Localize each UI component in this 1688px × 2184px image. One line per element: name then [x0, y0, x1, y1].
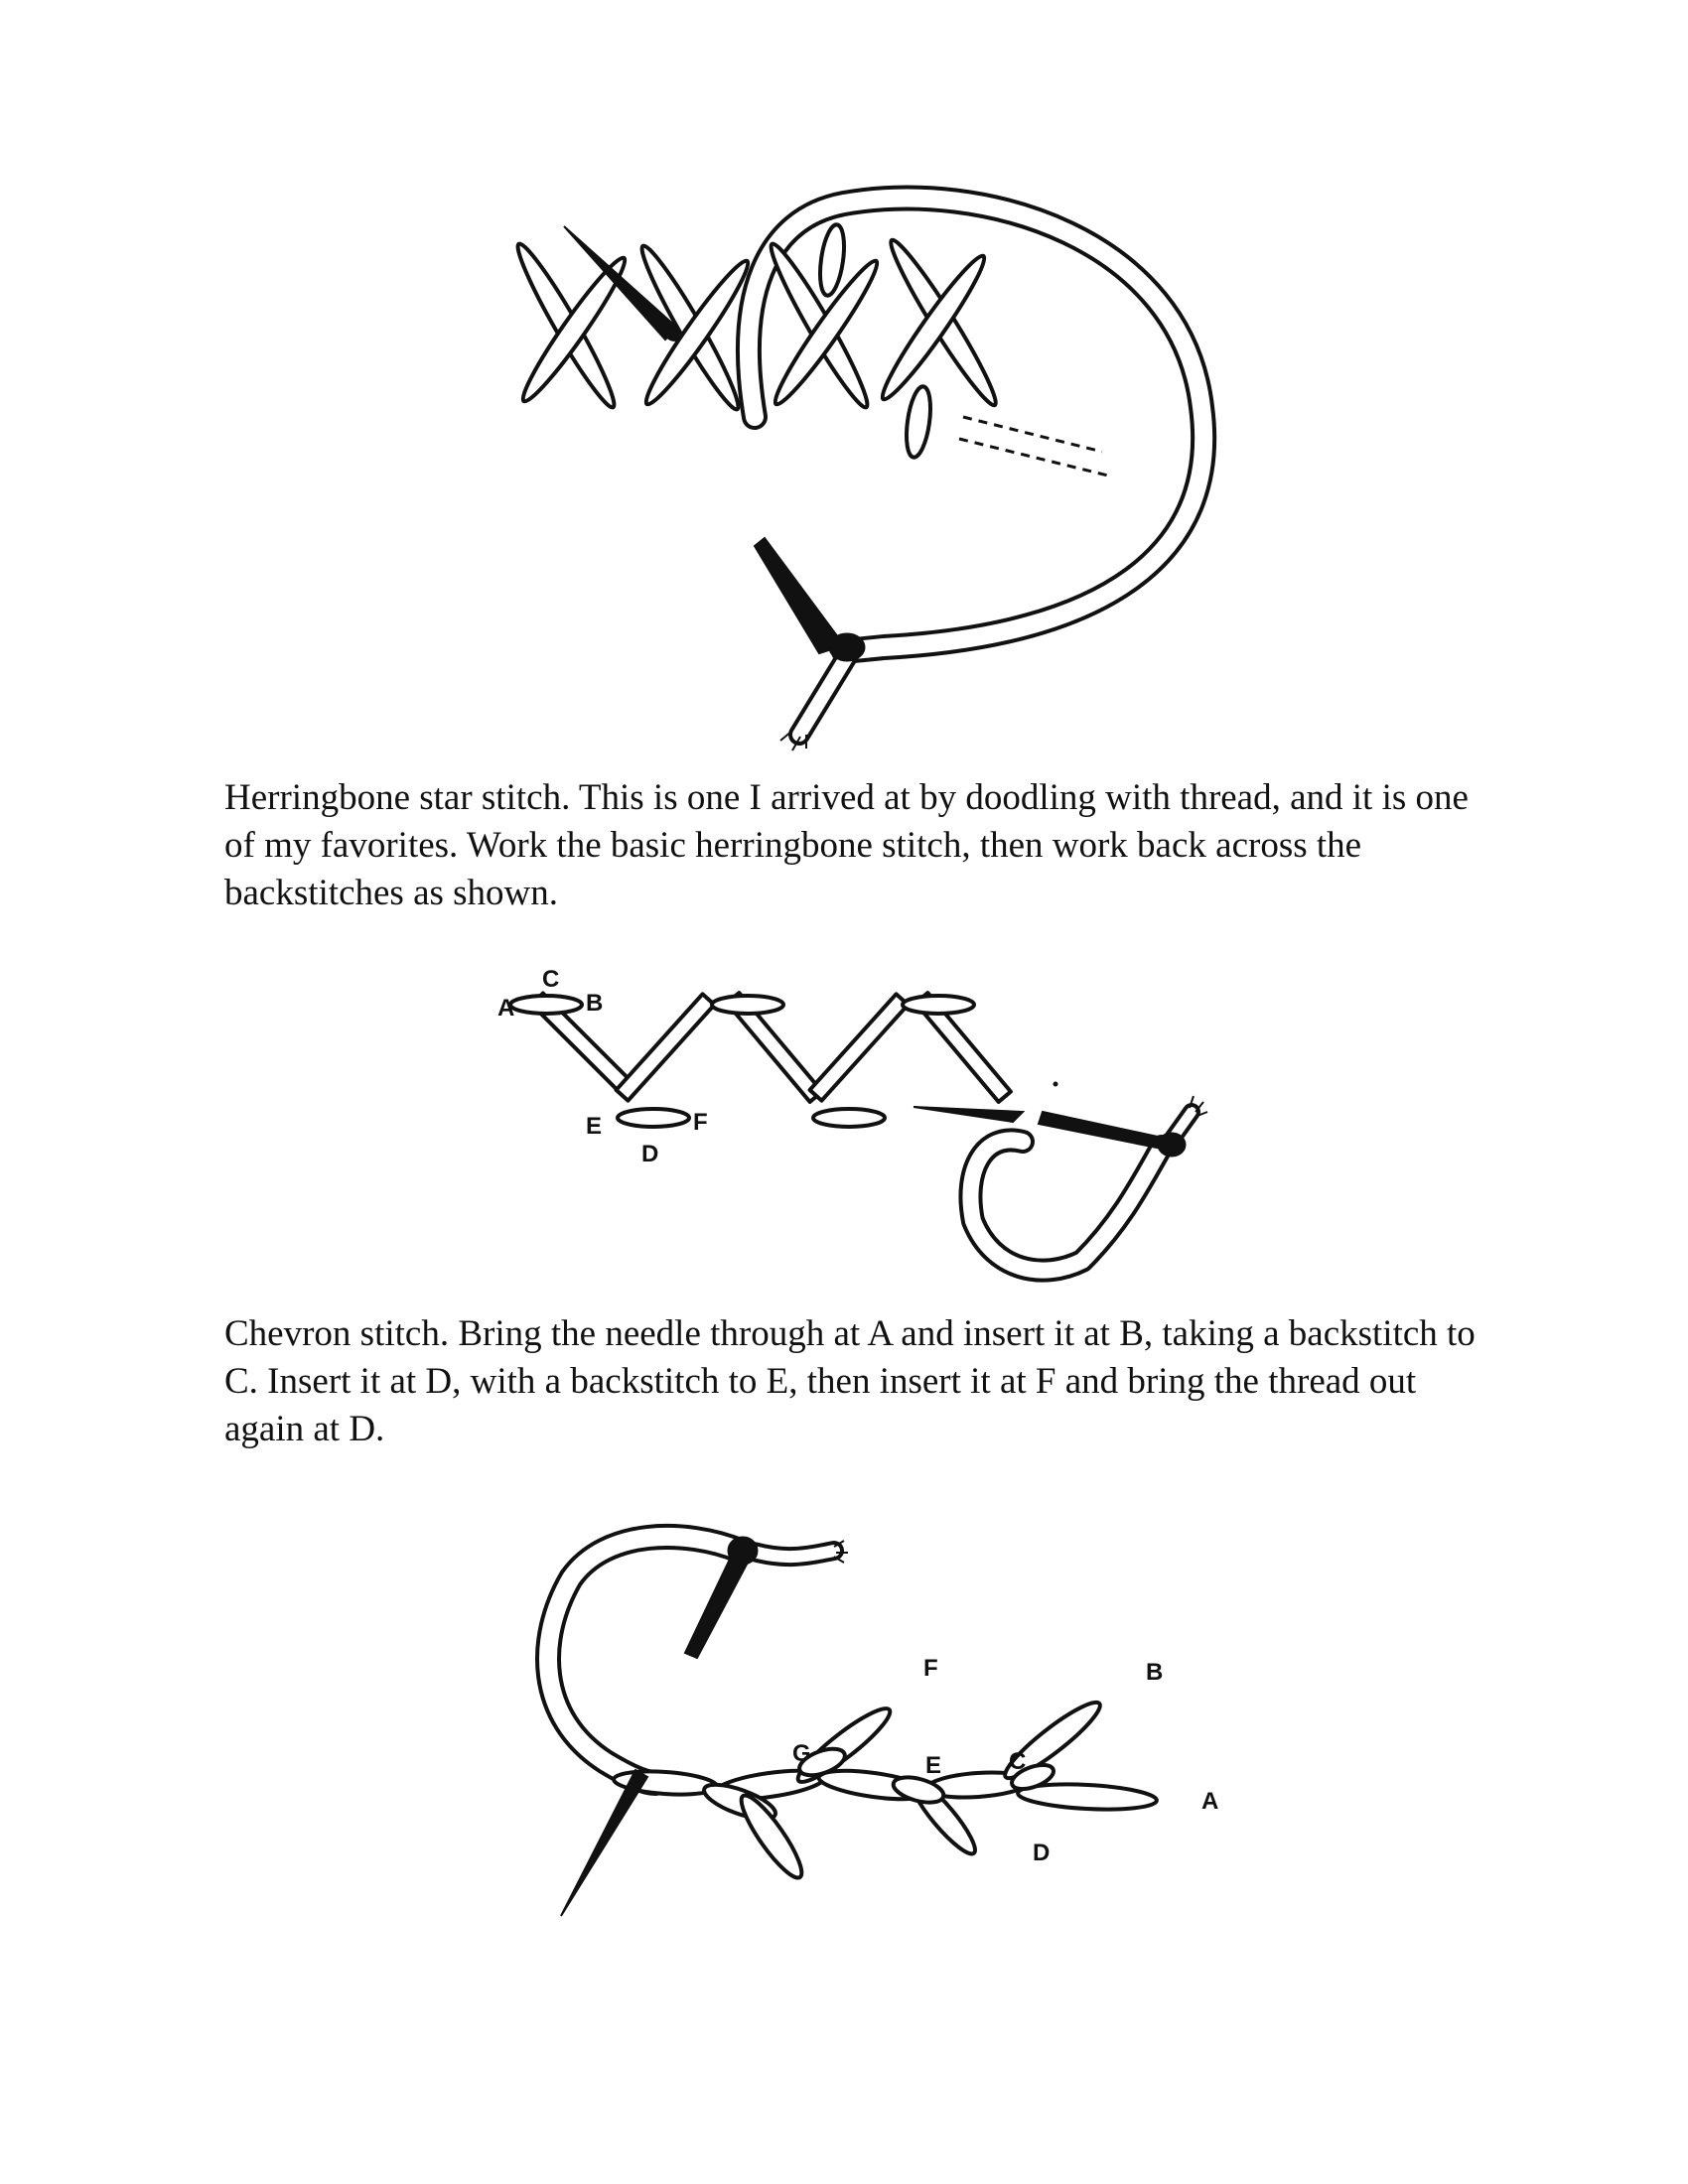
label-e: E	[925, 1752, 942, 1779]
fly-chain-svg	[536, 1489, 1251, 1886]
backstitch-ab	[510, 996, 582, 1014]
needle	[914, 1107, 1023, 1122]
guide-lines	[959, 417, 1112, 477]
fly-chain-illustration	[536, 1489, 1251, 1886]
chevron-caption: Chevron stitch. Bring the needle through at A and insert it at B, taking a backstitch to C. Insert it at D, with a backstitch to E, then insert it at F and bring the thread out again at D.	[224, 1313, 1476, 1449]
chevron-svg	[487, 963, 1241, 1291]
label-e: E	[586, 1113, 603, 1140]
backstitch	[903, 996, 974, 1014]
fly-stitches	[613, 1695, 1157, 1884]
label-b: B	[1146, 1659, 1164, 1686]
herringbone-star-illustration	[467, 179, 1241, 754]
label-f: F	[693, 1109, 708, 1136]
label-c: C	[1009, 1748, 1027, 1775]
needle-top	[685, 1549, 750, 1658]
label-g: G	[792, 1740, 811, 1767]
label-f: F	[923, 1655, 938, 1682]
backstitch	[813, 1109, 885, 1127]
needle-bottom	[755, 538, 844, 653]
herringbone-star-svg	[467, 179, 1241, 754]
backstitch	[712, 996, 783, 1014]
needle-bottom	[561, 1770, 647, 1916]
backstitch-ef	[618, 1109, 689, 1127]
label-b: B	[586, 990, 604, 1017]
label-a: A	[1201, 1788, 1219, 1815]
chevron-illustration	[487, 963, 1241, 1291]
label-c: C	[542, 966, 560, 993]
label-d: D	[1033, 1840, 1051, 1866]
label-d: D	[641, 1141, 659, 1167]
herringbone-star-caption: Herringbone star stitch. This is one I arrived at by doodling with thread, and it is one of my favorites. Work the basic herringbone stitch, then work back across the backstitches as shown.	[224, 777, 1469, 913]
label-a: A	[497, 995, 515, 1022]
backstitch	[903, 385, 934, 459]
backstitch	[816, 223, 848, 297]
